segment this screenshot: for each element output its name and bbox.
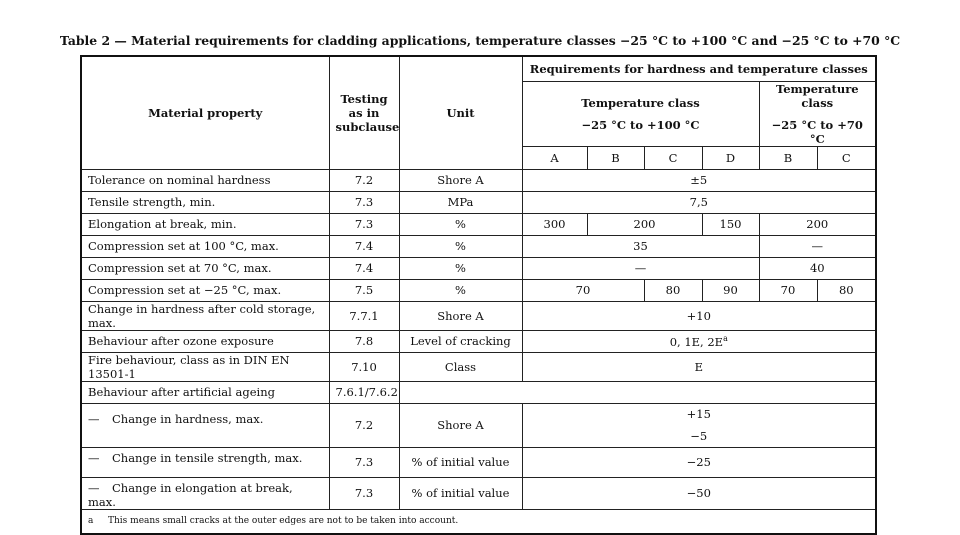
value-cell-70: —: [759, 235, 876, 257]
footnote-cell: [81, 509, 876, 534]
ozone-value: 0, 1E, 2E: [669, 334, 724, 349]
table-row: [81, 330, 876, 352]
table-row: [81, 235, 876, 257]
subclause-cell: 7.3: [329, 213, 399, 235]
value-cell-d: 90: [702, 279, 759, 301]
col-c70: C: [817, 146, 876, 169]
value-cell-c70: 80: [817, 279, 876, 301]
property-cell: Behaviour after artificial ageing: [81, 381, 329, 403]
property-cell: Compression set at 100 °C, max.: [81, 235, 329, 257]
table-row: [81, 477, 876, 509]
property-cell: Fire behaviour, class as in DIN EN 13501-1: [81, 352, 329, 381]
property-label: Change in elongation at break, max.: [88, 480, 293, 509]
unit-cell: %: [399, 257, 522, 279]
value-cell: 7,5: [522, 191, 876, 213]
value-cell: E: [522, 352, 876, 381]
table-row: [81, 257, 876, 279]
subclause-cell: 7.6.1/7.6.2: [329, 381, 399, 403]
unit-cell: %: [399, 213, 522, 235]
unit-cell: Shore A: [399, 301, 522, 330]
value-cell-a: 300: [522, 213, 587, 235]
subclause-cell: 7.4: [329, 235, 399, 257]
col-a: A: [522, 146, 587, 169]
table-row: [81, 213, 876, 235]
table-row: [81, 447, 876, 477]
table-row: [81, 191, 876, 213]
col-b70: B: [759, 146, 817, 169]
subclause-cell: 7.3: [329, 447, 399, 477]
table-row: [81, 169, 876, 191]
property-cell: [81, 403, 329, 447]
col-d: D: [702, 146, 759, 169]
value-cell: −50: [522, 477, 876, 509]
header-requirements: Requirements for hardness and temperature classes: [522, 56, 876, 81]
table-row: [81, 403, 876, 447]
col-c: C: [644, 146, 702, 169]
value-bottom: −5: [690, 429, 708, 443]
table-row: [81, 279, 876, 301]
value-cell-100: —: [522, 257, 759, 279]
value-cell-70: 40: [759, 257, 876, 279]
value-cell-b70: 70: [759, 279, 817, 301]
property-cell: Behaviour after ozone exposure: [81, 330, 329, 352]
value-cell-bc70: 200: [759, 213, 876, 235]
subclause-cell: 7.2: [329, 403, 399, 447]
subclause-cell: 7.3: [329, 191, 399, 213]
unit-cell: Class: [399, 352, 522, 381]
subclause-cell: 7.4: [329, 257, 399, 279]
temp-range-70: −25 °C to +70 °C: [771, 117, 863, 146]
value-cell-ab: 70: [522, 279, 644, 301]
value-cell-d: 150: [702, 213, 759, 235]
header-unit: Unit: [399, 56, 522, 169]
subclause-cell: 7.10: [329, 352, 399, 381]
subclause-cell: 7.8: [329, 330, 399, 352]
unit-cell: % of initial value: [399, 477, 522, 509]
unit-cell: Shore A: [399, 403, 522, 447]
subclause-cell: 7.2: [329, 169, 399, 191]
temp-range-100: −25 °C to +100 °C: [581, 117, 700, 132]
table-row: [81, 381, 876, 403]
value-cell-100: 35: [522, 235, 759, 257]
footnote-text: This means small cracks at the outer edges are not to be taken into account.: [108, 516, 459, 527]
value-cell: −25: [522, 447, 876, 477]
temp-class-label-70: Temperature class: [775, 81, 859, 110]
value-top: +15: [686, 407, 711, 421]
footnote-mark: a: [88, 516, 94, 527]
footnote-ref: a: [723, 333, 728, 343]
unit-cell: %: [399, 279, 522, 301]
value-cell: [522, 330, 876, 352]
unit-cell: MPa: [399, 191, 522, 213]
table-row: [81, 352, 876, 381]
subclause-cell: 7.3: [329, 477, 399, 509]
subclause-cell: 7.5: [329, 279, 399, 301]
property-cell: [81, 447, 329, 477]
property-cell: Compression set at 70 °C, max.: [81, 257, 329, 279]
temp-class-label-100: Temperature class: [581, 95, 700, 110]
value-cell-bc: 200: [587, 213, 702, 235]
property-label: Change in hardness, max.: [112, 411, 264, 426]
empty-cell: [399, 381, 876, 403]
unit-cell: Level of cracking: [399, 330, 522, 352]
dash: —: [88, 480, 100, 495]
table-row: [81, 301, 876, 330]
header-testing: Testing as in subclause: [329, 56, 399, 169]
table-title: Table 2 — Material requirements for cladding applications, temperature classes −25 °C to +100 °C and −25 °C to +70 °C: [59, 33, 901, 48]
header-temp-class-100: [522, 81, 759, 146]
property-cell: [81, 477, 329, 509]
value-cell: [522, 403, 876, 447]
header-temp-class-70: [759, 81, 876, 146]
value-cell-c: 80: [644, 279, 702, 301]
dash: —: [88, 450, 100, 465]
footnote-row: [81, 509, 876, 534]
unit-cell: % of initial value: [399, 447, 522, 477]
property-cell: Tensile strength, min.: [81, 191, 329, 213]
unit-cell: %: [399, 235, 522, 257]
requirements-table: [80, 55, 877, 535]
value-cell: +10: [522, 301, 876, 330]
subclause-cell: 7.7.1: [329, 301, 399, 330]
property-cell: Change in hardness after cold storage, max.: [81, 301, 329, 330]
property-cell: Compression set at −25 °C, max.: [81, 279, 329, 301]
property-label: Change in tensile strength, max.: [112, 450, 303, 465]
property-cell: Elongation at break, min.: [81, 213, 329, 235]
unit-cell: Shore A: [399, 169, 522, 191]
col-b: B: [587, 146, 644, 169]
property-cell: Tolerance on nominal hardness: [81, 169, 329, 191]
value-cell: ±5: [522, 169, 876, 191]
header-material-property: Material property: [81, 56, 329, 169]
dash: —: [88, 411, 100, 426]
